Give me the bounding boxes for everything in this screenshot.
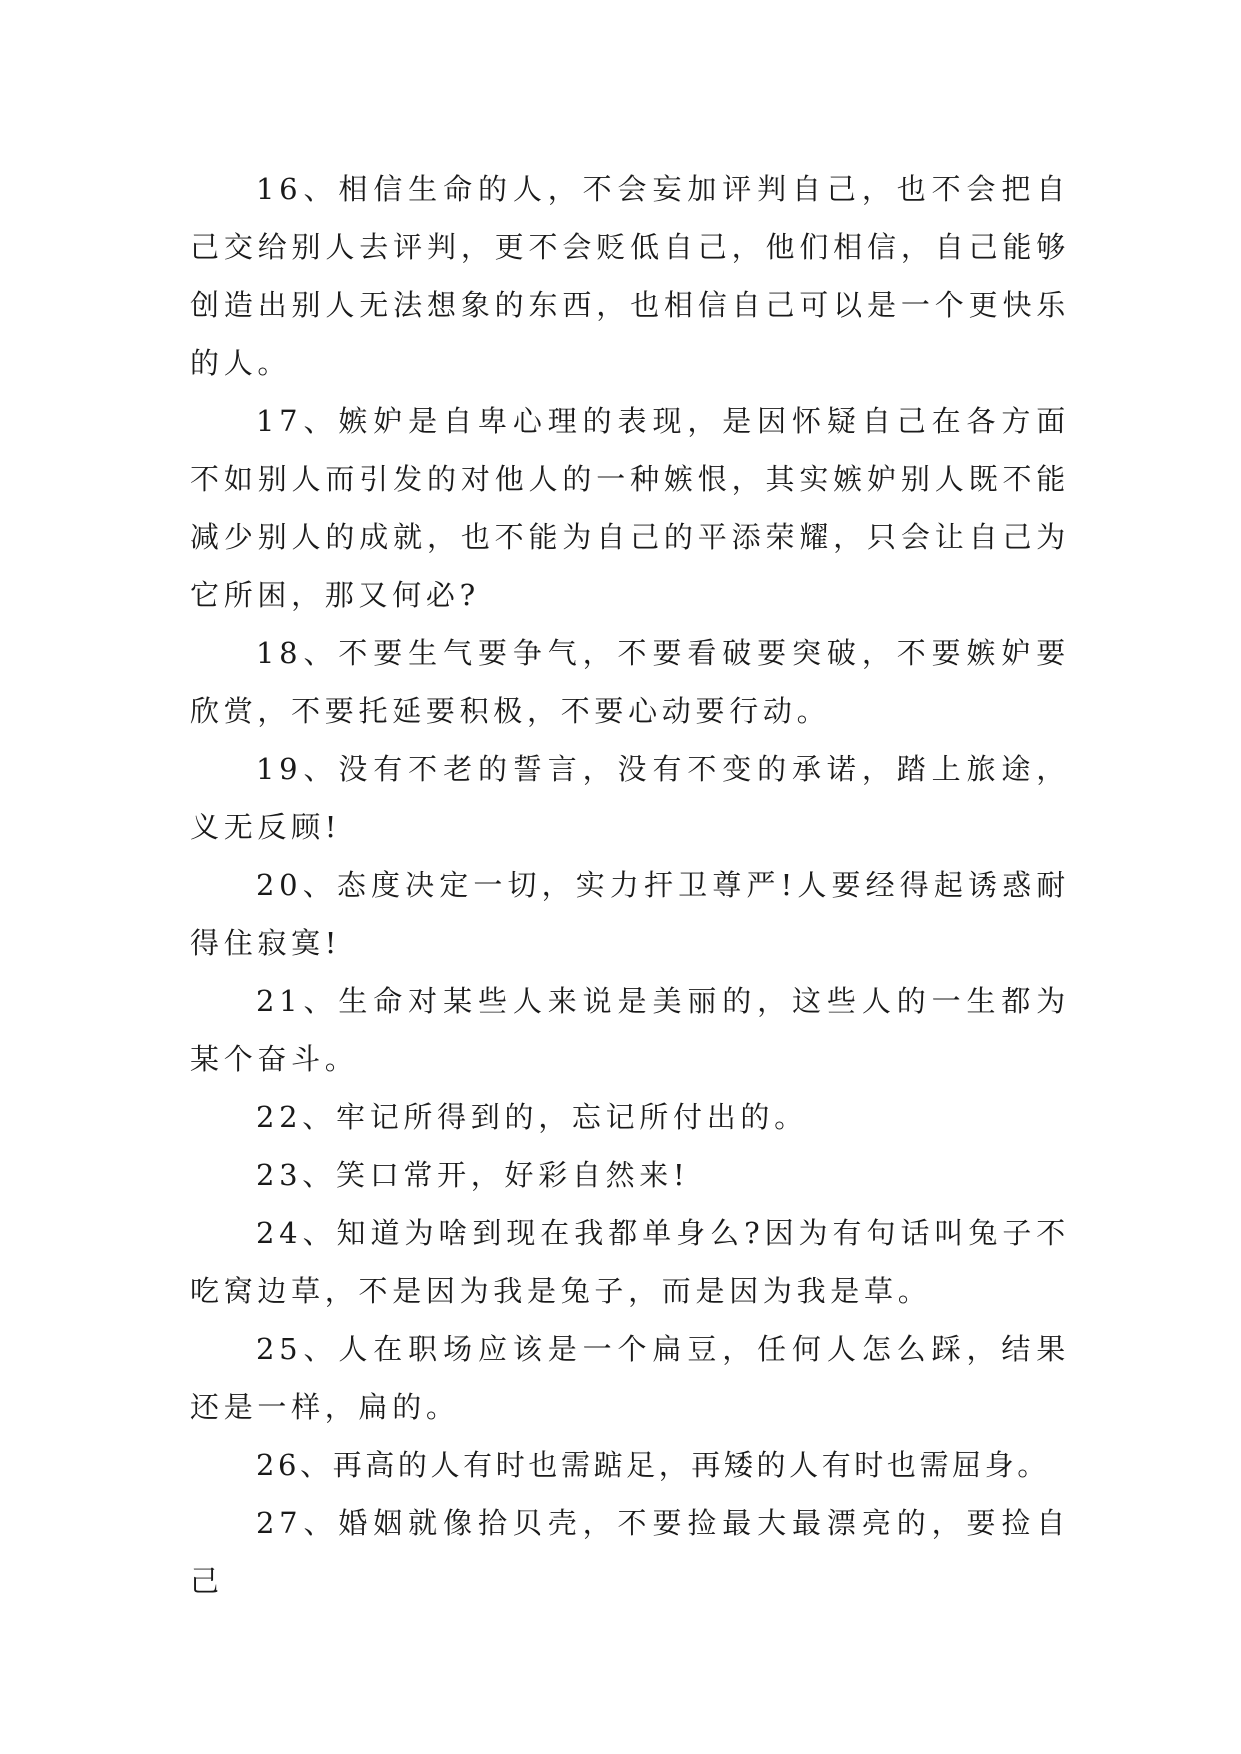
paragraph-26: 26、再高的人有时也需踮足，再矮的人有时也需屈身。 xyxy=(256,1448,1050,1482)
paragraph-18: 18、不要生气要争气，不要看破要突破，不要嫉妒要欣赏，不要托延要积极，不要心动要行动。 xyxy=(190,636,1070,728)
document-body xyxy=(190,160,1070,1610)
paragraph-17: 17、嫉妒是自卑心理的表现，是因怀疑自己在各方面不如别人而引发的对他人的一种嫉恨，其实嫉妒别人既不能减少别人的成就，也不能为自己的平添荣耀，只会让自己为它所困，那又何必? xyxy=(190,404,1070,612)
paragraph-24: 24、知道为啥到现在我都单身么?因为有句话叫兔子不吃窝边草，不是因为我是兔子，而是因为我是草。 xyxy=(190,1216,1070,1308)
paragraph-25: 25、人在职场应该是一个扁豆，任何人怎么踩，结果还是一样，扁的。 xyxy=(190,1332,1070,1424)
paragraph-23: 23、笑口常开，好彩自然来! xyxy=(256,1158,690,1192)
paragraph-20: 20、态度决定一切，实力扞卫尊严!人要经得起诱惑耐得住寂寞! xyxy=(190,868,1070,960)
paragraph-19: 19、没有不老的誓言，没有不变的承诺，踏上旅途，义无反顾! xyxy=(190,752,1070,844)
paragraph-22: 22、牢记所得到的，忘记所付出的。 xyxy=(256,1100,808,1134)
paragraph-16: 16、相信生命的人，不会妄加评判自己，也不会把自己交给别人去评判，更不会贬低自己，他们相信，自己能够创造出别人无法想象的东西，也相信自己可以是一个更快乐的人。 xyxy=(190,172,1070,380)
paragraph-21: 21、生命对某些人来说是美丽的，这些人的一生都为某个奋斗。 xyxy=(190,984,1070,1076)
paragraph-27: 27、婚姻就像拾贝壳，不要捡最大最漂亮的，要捡自己 xyxy=(190,1506,1070,1598)
